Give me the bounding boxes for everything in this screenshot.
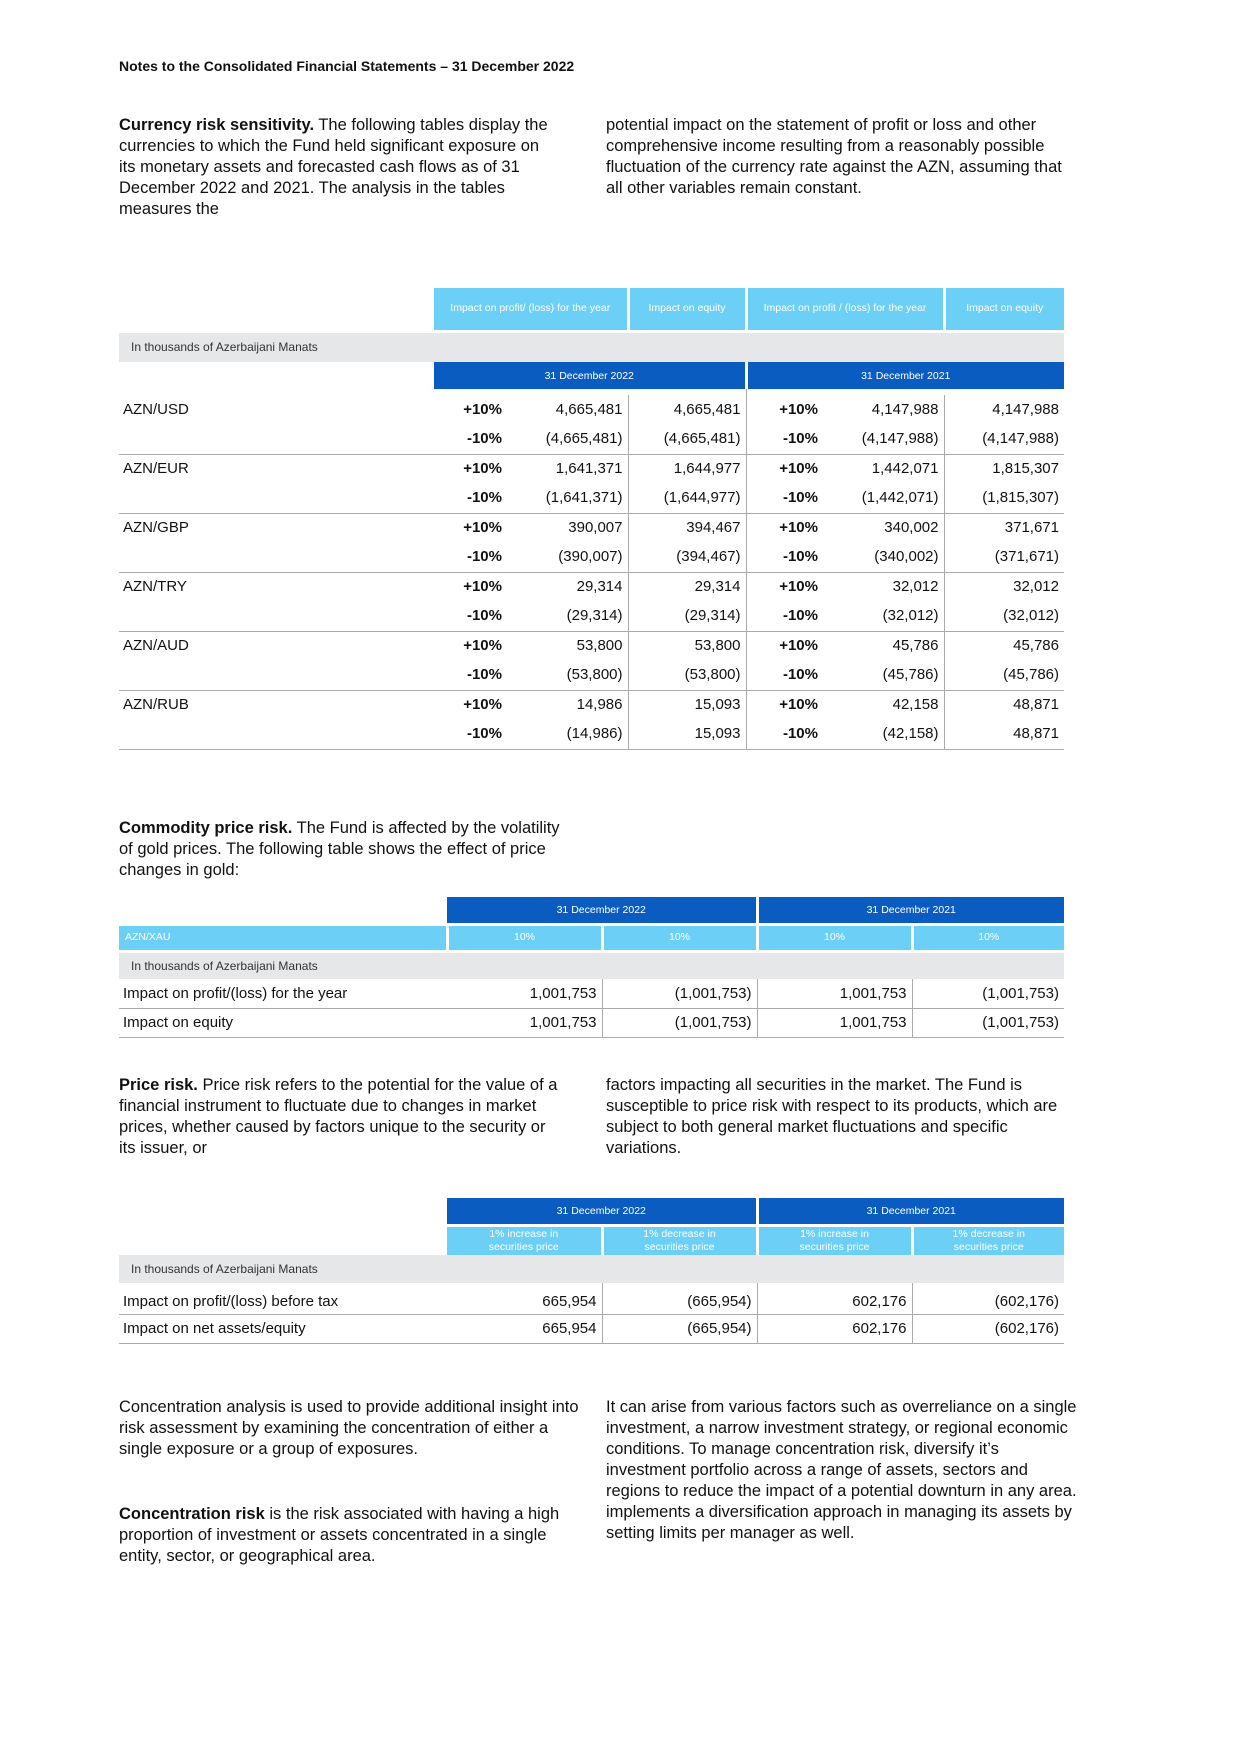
cell-value: (602,176) xyxy=(912,1314,1064,1343)
price-risk-table xyxy=(119,1198,1064,1344)
cell-value: (665,954) xyxy=(602,1289,757,1314)
currency-intro-col2: potential impact on the statement of profit or loss and other comprehensive income resulting from a reasonably possible fluctuation of the currency rate against the AZN, assuming that all other variables remain constant. xyxy=(606,116,1062,197)
table-row xyxy=(119,454,1064,483)
commodity-intro-heading: Commodity price risk. xyxy=(119,819,293,837)
cell-value: 53,800 xyxy=(628,631,746,660)
table-row xyxy=(119,660,1064,690)
cell-value: (4,665,481) xyxy=(628,424,746,454)
change-pct: +10% xyxy=(463,696,502,714)
cell-value: 1,644,977 xyxy=(628,454,746,483)
cell-value: (1,001,753) xyxy=(912,1008,1064,1037)
cell-value: 42,158 xyxy=(826,690,944,719)
change-pct: -10% xyxy=(434,483,510,513)
cell-value: 29,314 xyxy=(510,572,628,601)
concentration-risk-text: is the risk associated with having a high proportion of investment or assets concentrated in a single entity, sector, or geographical area. xyxy=(119,1505,560,1565)
change-pct: -10% xyxy=(434,601,510,631)
cell-value: (53,800) xyxy=(628,660,746,690)
table-row xyxy=(119,424,1064,454)
table-row xyxy=(119,979,1064,1008)
change-pct: +10% xyxy=(779,401,818,418)
row-label: Impact on net assets/equity xyxy=(119,1314,447,1343)
price-intro-col2: factors impacting all securities in the market. The Fund is susceptible to price risk with respect to its products, which are subject to both general market fluctuations and specific variations. xyxy=(606,1076,1058,1157)
cell-value: (4,147,988) xyxy=(944,424,1064,454)
table-row xyxy=(119,572,1064,601)
price-col-header: 1% increase in securities price xyxy=(447,1225,602,1255)
commodity-period-2021: 31 December 2021 xyxy=(757,897,1064,924)
cell-value: 4,665,481 xyxy=(628,395,746,424)
cell-value: 602,176 xyxy=(757,1314,912,1343)
currency-pair-label: AZN/USD xyxy=(123,401,189,418)
cell-value: 1,001,753 xyxy=(447,979,602,1008)
price-col-header: 1% decrease in securities price xyxy=(602,1225,757,1255)
row-label: Impact on profit/(loss) for the year xyxy=(119,979,447,1008)
change-pct: -10% xyxy=(746,660,826,690)
concentration-col2: It can arise from various factors such as overreliance on a single investment, a narrow investment strategy, or regional economic conditions. To manage concentration risk, diversify it’s investment portfolio across a range of assets, sectors and regions to reduce the impact of a potential downturn in any area. implements a diversification approach in managing its assets by setting limits per manager as well. xyxy=(606,1398,1077,1542)
cell-value: 1,001,753 xyxy=(447,1008,602,1037)
cell-value: (1,001,753) xyxy=(912,979,1064,1008)
cell-value: 4,665,481 xyxy=(510,395,628,424)
cell-value: (53,800) xyxy=(510,660,628,690)
table-row xyxy=(119,483,1064,513)
cell-value: 48,871 xyxy=(944,719,1064,749)
cell-value: 390,007 xyxy=(510,513,628,542)
commodity-pct: 10% xyxy=(912,924,1064,951)
price-intro-heading: Price risk. xyxy=(119,1076,198,1094)
units-label: In thousands of Azerbaijani Manats xyxy=(119,331,1064,362)
change-pct: -10% xyxy=(746,483,826,513)
currency-pair-label: AZN/GBP xyxy=(123,519,189,537)
commodity-intro-text: The Fund is affected by the volatility of gold prices. The following table shows the effect of price changes in gold: xyxy=(119,819,560,879)
cell-value: (1,442,071) xyxy=(826,483,944,513)
cell-value: 15,093 xyxy=(628,690,746,719)
change-pct: +10% xyxy=(779,696,818,714)
change-pct: +10% xyxy=(463,401,502,418)
cell-value: (394,467) xyxy=(628,542,746,572)
row-label: Impact on profit/(loss) before tax xyxy=(119,1289,447,1314)
concentration-risk xyxy=(119,1504,564,1567)
commodity-price-table xyxy=(119,897,1064,1038)
cell-value: 4,147,988 xyxy=(992,401,1059,418)
cell-value: 4,147,988 xyxy=(826,395,944,424)
cell-value: 53,800 xyxy=(510,631,628,660)
change-pct: -10% xyxy=(746,424,826,454)
table-row xyxy=(119,395,1064,424)
cell-value: (665,954) xyxy=(602,1314,757,1343)
cell-value: 665,954 xyxy=(447,1289,602,1314)
commodity-units-label: In thousands of Azerbaijani Manats xyxy=(119,951,1064,979)
cell-value: 32,012 xyxy=(826,572,944,601)
commodity-pair-label: AZN/XAU xyxy=(119,924,447,951)
col-header-profit-2021: Impact on profit / (loss) for the year xyxy=(746,288,944,331)
table-row xyxy=(119,1289,1064,1314)
change-pct: -10% xyxy=(434,719,510,749)
cell-value: 371,671 xyxy=(1004,519,1059,537)
cell-value: (29,314) xyxy=(510,601,628,631)
table-row xyxy=(119,690,1064,719)
cell-value: 602,176 xyxy=(757,1289,912,1314)
commodity-period-2022: 31 December 2022 xyxy=(447,897,757,924)
change-pct: +10% xyxy=(779,460,818,478)
currency-intro-text: The following tables display the currencies to which the Fund held significant exposure on its monetary assets and forecasted cash flows as of 31 December 2022 and 2021. The analysis in the tables measures the xyxy=(119,116,548,218)
period-2021: 31 December 2021 xyxy=(746,362,1064,389)
period-2022: 31 December 2022 xyxy=(434,362,746,389)
cell-value: (45,786) xyxy=(944,660,1064,690)
commodity-pct: 10% xyxy=(447,924,602,951)
change-pct: +10% xyxy=(779,519,818,537)
cell-value: 1,641,371 xyxy=(510,454,628,483)
change-pct: -10% xyxy=(746,601,826,631)
change-pct: +10% xyxy=(463,637,502,655)
cell-value: 1,001,753 xyxy=(757,979,912,1008)
cell-value: (1,001,753) xyxy=(602,1008,757,1037)
price-period-2022: 31 December 2022 xyxy=(447,1198,757,1225)
table-row xyxy=(119,719,1064,749)
table-row xyxy=(119,542,1064,572)
currency-sensitivity-table xyxy=(119,288,1064,750)
price-col-header: 1% increase in securities price xyxy=(757,1225,912,1255)
change-pct: -10% xyxy=(434,660,510,690)
table-row xyxy=(119,1314,1064,1343)
cell-value: (1,815,307) xyxy=(944,483,1064,513)
cell-value: (45,786) xyxy=(826,660,944,690)
cell-value: (340,002) xyxy=(826,542,944,572)
change-pct: -10% xyxy=(434,424,510,454)
table-row xyxy=(119,513,1064,542)
currency-pair-label: AZN/EUR xyxy=(123,460,189,478)
currency-pair-spacer xyxy=(119,424,434,454)
cell-value: 45,786 xyxy=(1013,637,1059,655)
table-row xyxy=(119,1008,1064,1037)
concentration-analysis: Concentration analysis is used to provide additional insight into risk assessment by examining the concentration of either a single exposure or a group of exposures. xyxy=(119,1398,579,1458)
cell-value: 15,093 xyxy=(628,719,746,749)
commodity-pct: 10% xyxy=(602,924,757,951)
cell-value: (29,314) xyxy=(628,601,746,631)
cell-value: 1,442,071 xyxy=(826,454,944,483)
cell-value: (4,147,988) xyxy=(826,424,944,454)
currency-pair-spacer xyxy=(119,542,434,572)
currency-pair-label: AZN/RUB xyxy=(123,696,189,714)
currency-pair-spacer xyxy=(119,483,434,513)
change-pct: -10% xyxy=(746,542,826,572)
cell-value: 14,986 xyxy=(510,690,628,719)
change-pct: +10% xyxy=(463,519,502,537)
change-pct: +10% xyxy=(779,637,818,655)
col-header-profit-2022: Impact on profit/ (loss) for the year xyxy=(434,288,628,331)
cell-value: 1,001,753 xyxy=(757,1008,912,1037)
col-header-equity-2022: Impact on equity xyxy=(628,288,746,331)
cell-value: (32,012) xyxy=(944,601,1064,631)
row-label: Impact on equity xyxy=(119,1008,447,1037)
price-intro-text: Price risk refers to the potential for the value of a financial instrument to fluctuate due to changes in market prices, whether caused by factors unique to the security or its issuer, or xyxy=(119,1076,558,1157)
cell-value: 48,871 xyxy=(1013,696,1059,714)
cell-value: 45,786 xyxy=(826,631,944,660)
col-header-equity-2021: Impact on equity xyxy=(944,288,1064,331)
cell-value: (1,001,753) xyxy=(602,979,757,1008)
currency-intro-heading: Currency risk sensitivity. xyxy=(119,116,315,134)
commodity-intro xyxy=(119,818,564,881)
cell-value: (1,644,977) xyxy=(628,483,746,513)
currency-pair-spacer xyxy=(119,719,434,749)
price-units-label: In thousands of Azerbaijani Manats xyxy=(119,1255,1064,1283)
cell-value: (32,012) xyxy=(826,601,944,631)
currency-intro-col1 xyxy=(119,115,559,220)
cell-value: (14,986) xyxy=(510,719,628,749)
cell-value: 394,467 xyxy=(628,513,746,542)
cell-value: (371,671) xyxy=(944,542,1064,572)
price-intro-col1 xyxy=(119,1075,564,1159)
currency-pair-spacer xyxy=(119,601,434,631)
price-period-2021: 31 December 2021 xyxy=(757,1198,1064,1225)
cell-value: 1,815,307 xyxy=(992,460,1059,478)
currency-pair-label: AZN/TRY xyxy=(123,578,187,596)
commodity-pct: 10% xyxy=(757,924,912,951)
table-row xyxy=(119,631,1064,660)
cell-value: 340,002 xyxy=(826,513,944,542)
price-col-header: 1% decrease in securities price xyxy=(912,1225,1064,1255)
change-pct: -10% xyxy=(746,719,826,749)
page-header: Notes to the Consolidated Financial Statements – 31 December 2022 xyxy=(119,58,575,74)
change-pct: +10% xyxy=(463,578,502,596)
currency-pair-label: AZN/AUD xyxy=(123,637,189,655)
cell-value: 665,954 xyxy=(447,1314,602,1343)
cell-value: 29,314 xyxy=(628,572,746,601)
cell-value: 32,012 xyxy=(1013,578,1059,596)
cell-value: (1,641,371) xyxy=(510,483,628,513)
change-pct: +10% xyxy=(779,578,818,596)
cell-value: (4,665,481) xyxy=(510,424,628,454)
currency-pair-spacer xyxy=(119,660,434,690)
change-pct: -10% xyxy=(434,542,510,572)
cell-value: (42,158) xyxy=(826,719,944,749)
cell-value: (602,176) xyxy=(912,1289,1064,1314)
concentration-risk-heading: Concentration risk xyxy=(119,1505,265,1523)
cell-value: (390,007) xyxy=(510,542,628,572)
change-pct: +10% xyxy=(463,460,502,478)
table-row xyxy=(119,601,1064,631)
